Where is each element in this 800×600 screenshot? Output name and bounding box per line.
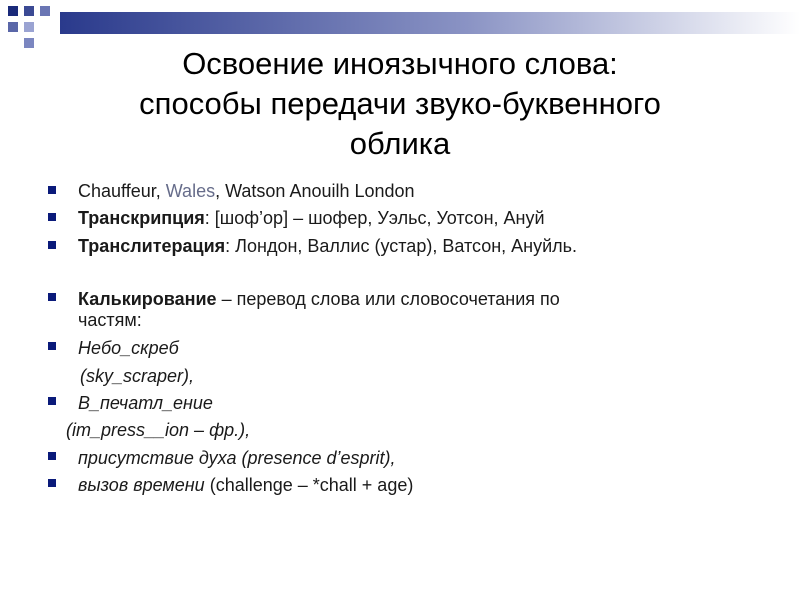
bullet-marker [48,479,56,487]
title-line-3: облика [349,126,451,161]
bullet-transcription [78,207,545,229]
text-im-press-ion: (im_press__ion – фр.), [66,420,251,440]
bullet-example-presence [78,447,396,469]
bullet-marker [48,241,56,249]
text-calque: – перевод слова или словосочетания по [216,289,560,309]
bullet-calque-continuation [78,309,142,331]
text-challenge: (challenge – *chall + age) [204,475,414,495]
text-calque-cont: частям: [78,310,142,330]
text-chauffeur: Chauffeur, [78,181,166,201]
bullet-marker [48,293,56,301]
term-transcription: Транскрипция [78,208,205,228]
slide-title [100,44,700,164]
text-transliteration: : Лондон, Валлис (устар), Ватсон, Ануйль. [225,236,578,256]
text-transcription: : [шоф’ор] – шофер, Уэльс, Уотсон, Ануй [204,208,545,228]
header-decoration [0,0,800,50]
bullet-marker [48,397,56,405]
bullet-marker [48,452,56,460]
text-sky-scraper: (sky_scraper), [80,366,195,386]
bullet-examples [78,180,415,202]
bullet-marker [48,213,56,221]
sub-example-impression [66,419,250,441]
title-line-2: способы передачи звуко-буквенного [139,86,661,121]
text-nebo-skreb: Небо_скреб [78,338,179,358]
text-vpechatlenie: В_печатл_ение [78,393,213,413]
bullet-marker [48,342,56,350]
term-transliteration: Транслитерация [78,236,226,256]
title-line-1: Освоение иноязычного слова: [182,46,618,81]
text-vyzov-vremeni: вызов времени [78,475,205,495]
bullet-calque [78,288,560,310]
sub-example-skyscraper [80,365,194,387]
bullet-example-impression [78,392,213,414]
text-names: , Watson Anouilh London [215,181,415,201]
bullet-transliteration [78,235,577,257]
term-calque: Калькирование [78,289,217,309]
text-presence: присутствие духа (presence d’esprit), [78,448,396,468]
bullet-marker [48,186,56,194]
bullet-example-challenge [78,474,413,496]
text-wales: Wales [165,181,216,201]
bullet-example-skyscraper [78,337,179,359]
